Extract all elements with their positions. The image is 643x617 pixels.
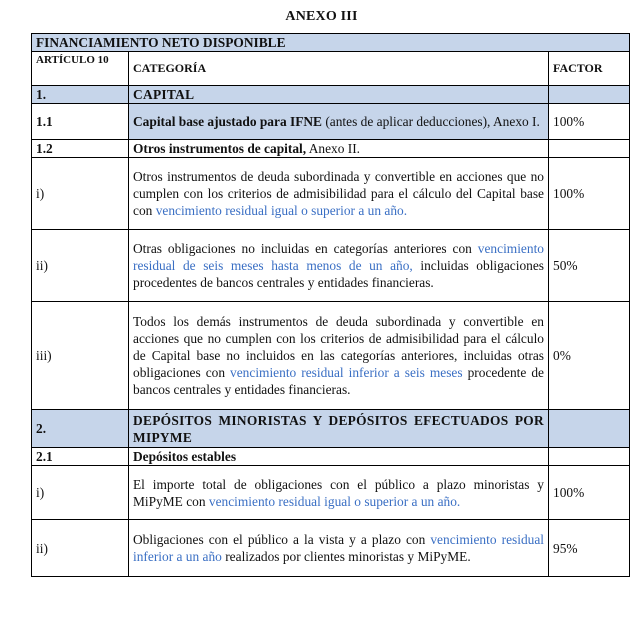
row-category: Depósitos estables (129, 448, 549, 466)
row-factor: 100% (549, 466, 630, 520)
category-bold: Capital base ajustado para IFNE (133, 114, 322, 129)
row-factor (549, 448, 630, 466)
row-number: 1.1 (32, 104, 129, 140)
row-factor: 100% (549, 104, 630, 140)
table-row (32, 302, 630, 410)
row-factor: 50% (549, 230, 630, 302)
row-factor (549, 140, 630, 158)
row-category (129, 302, 549, 410)
row-category (129, 230, 549, 302)
row-category (129, 158, 549, 230)
category-text: Otras obligaciones no incluidas en categorías anteriores con (133, 241, 478, 256)
row-number: iii) (32, 302, 129, 410)
row-factor: 0% (549, 302, 630, 410)
row-number: 2. (32, 410, 129, 448)
column-header-row (32, 52, 630, 86)
category-text: (antes de aplicar deducciones), Anexo I. (321, 114, 540, 129)
row-category: CAPITAL (129, 86, 549, 104)
category-text: Obligaciones con el público a la vista y a plazo con (133, 532, 431, 547)
row-category: DEPÓSITOS MINORISTAS Y DEPÓSITOS EFECTUADOS POR MIPYME (129, 410, 549, 448)
category-highlight: vencimiento residual de seis meses hasta menos de un año, (133, 241, 544, 273)
annex-title: ANEXO III (285, 9, 358, 24)
row-factor (549, 410, 630, 448)
table-row (32, 466, 630, 520)
banner-row (32, 34, 630, 52)
row-factor (549, 86, 630, 104)
col-header-articulo: ARTÍCULO 10 (32, 52, 129, 86)
row-category (129, 140, 549, 158)
row-number: 1. (32, 86, 129, 104)
row-number: i) (32, 466, 129, 520)
category-text: Todos los demás instrumentos de deuda subordinada y convertible en acciones que no cumplen con los criterios de admisibilidad para el cálculo de Capital base no incluidos en las categorías anteriores, incluidas otras obligaciones con (133, 314, 544, 380)
category-text: procedente de bancos centrales y entidades financieras. (133, 365, 544, 397)
col-header-categoria: CATEGORÍA (129, 52, 549, 86)
row-category (129, 520, 549, 577)
category-highlight: vencimiento residual inferior a un año (133, 532, 544, 564)
row-number: 1.2 (32, 140, 129, 158)
table-row (32, 104, 630, 140)
row-factor: 100% (549, 158, 630, 230)
financing-table (31, 33, 630, 577)
row-number: i) (32, 158, 129, 230)
table-row (32, 520, 630, 577)
row-category (129, 466, 549, 520)
col-header-factor: FACTOR (549, 52, 630, 86)
row-category (129, 104, 549, 140)
category-text: El importe total de obligaciones con el público a plazo minoristas y MiPyME con (133, 476, 544, 509)
table-row (32, 86, 630, 104)
row-number: 2.1 (32, 448, 129, 466)
row-number: ii) (32, 520, 129, 577)
table-row (32, 410, 630, 448)
category-highlight: vencimiento residual igual o superior a un año. (155, 203, 408, 218)
table-row (32, 140, 630, 158)
category-text: Otros instrumentos de deuda subordinada y convertible en acciones que no cumplen con los criterios de admisibilidad para el cálculo del Capital base con (133, 169, 544, 218)
table-row (32, 448, 630, 466)
category-highlight: vencimiento residual igual o superior a un año. (208, 493, 461, 509)
category-text: realizados por clientes minoristas y MiPyME. (221, 549, 471, 564)
category-highlight: vencimiento residual inferior a seis meses (230, 365, 463, 380)
category-text: Anexo II. (306, 141, 361, 156)
row-factor: 95% (549, 520, 630, 577)
category-bold: Otros instrumentos de capital, (133, 141, 307, 156)
table-row (32, 230, 630, 302)
category-text: incluidas obligaciones procedentes de bancos centrales y entidades financieras. (133, 258, 544, 290)
row-number: ii) (32, 230, 129, 302)
table-row (32, 158, 630, 230)
banner-cell: FINANCIAMIENTO NETO DISPONIBLE (32, 34, 630, 52)
